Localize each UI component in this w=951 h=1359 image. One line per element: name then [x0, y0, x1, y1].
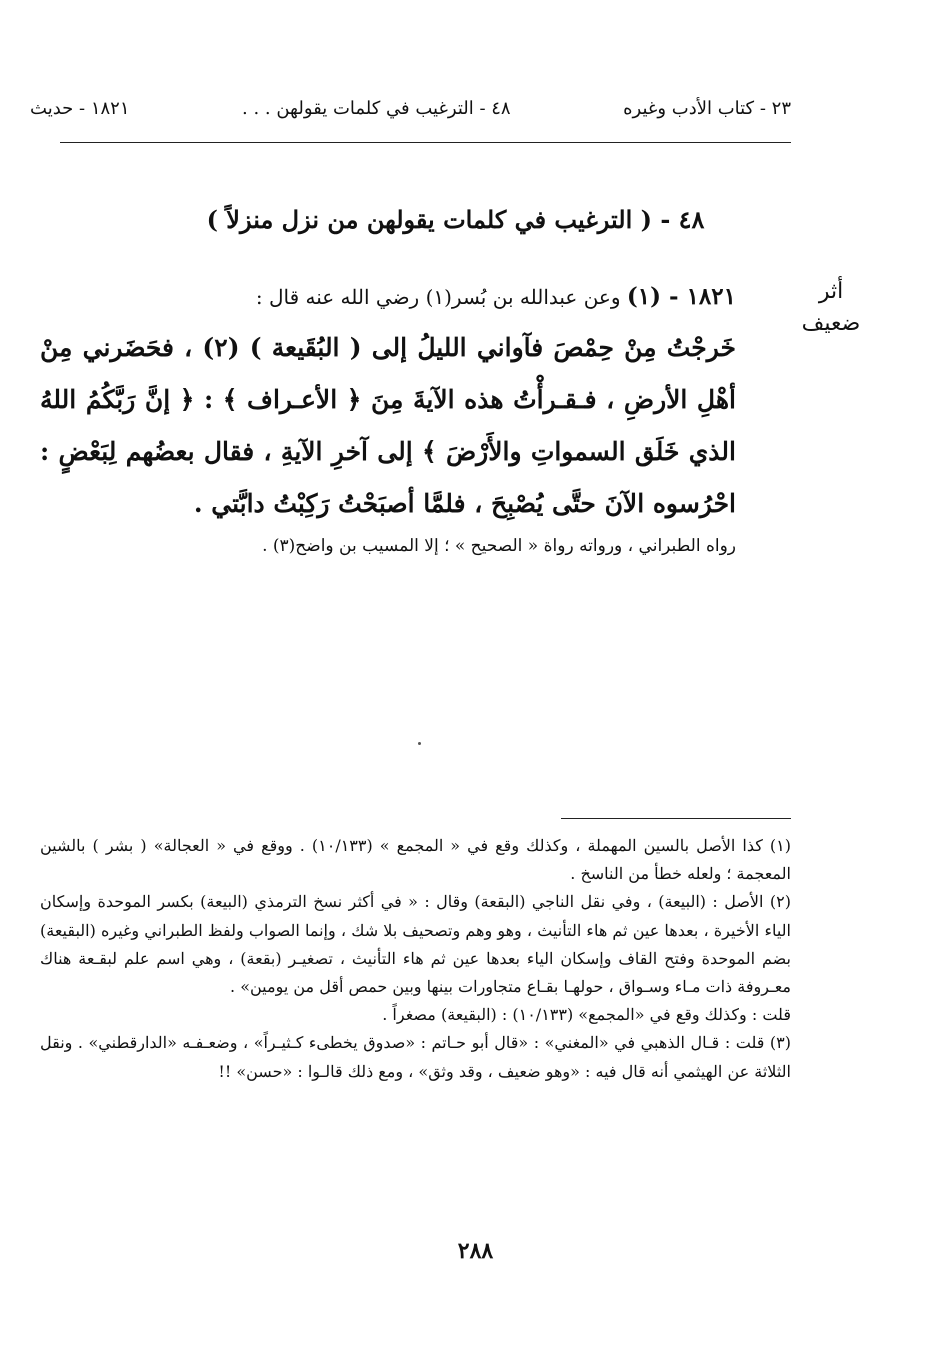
running-header [30, 93, 791, 123]
header-book-title: ٢٣ - كتاب الأدب وغيره [623, 97, 791, 119]
hadith-number: ١٨٢١ - (١) [626, 283, 736, 310]
hadith-source: رواه الطبراني ، ورواته رواة « الصحيح » ؛ إلا المسيب بن واضح(٣) . [262, 536, 736, 556]
header-chapter-title: ٤٨ - الترغيب في كلمات يقولهن . . . [242, 97, 511, 119]
footnote-2: (٢) الأصل : (البيعة) ، وفي نقل الناجي (البقعة) وقال : « في أكثر نسخ الترمذي (البيعة) بكسر الموحدة وإسكان الياء الأخيرة ، بعدها عين ثم هاء التأنيث ، وهو وهم وتصحيف بلا شك ، وإنما الصواب ولفظ الطبراني وغيره (البقيعة) بضم الموحدة وفتح القاف وإسكان الياء بعدها عين ثم هاء التأنيث ، تصغيـر (بقعة) ، وهي اسم علم لبقـعة هناك معـروفة ذات مـاء وسـواق ، حولهـا بقـاع متجاورات بينها وبين حمص أقل من يومين» . [40, 892, 791, 997]
stray-dot [418, 742, 421, 745]
hadith-intro [250, 283, 736, 310]
grade-line-1: أثر [818, 279, 844, 304]
footnote-1: (١) كذا الأصل بالسين المهملة ، وكذلك وقع في « المجمع » (١٠/١٣٣) . ووقع في « العجالة» ( بشر ) بالشين المعجمة ؛ ولعله خطأ من الناسخ . [40, 836, 792, 884]
footnotes [40, 832, 791, 1086]
footnote-3: (٣) قلت : قـال الذهبي في «المغني» : «قال أبو حـاتم : «صدوق يخطىء كـثيـراً» ، وضعـفـه «الدارقطني» . ونقل الثلاثة عن الهيثمي أنه قال فيه : «وهو ضعيف ، وقد وثق» ، ومع ذلك قالـوا : «حسن» !! [40, 1033, 791, 1081]
footnote-divider [561, 818, 791, 819]
grade-line-2: ضعيف [801, 311, 861, 336]
hadith-text [40, 322, 736, 530]
hadith-body-paragraph: خَرجْتُ مِنْ حِمْصَ فآواني الليلُ إلى ( البُقَيعة ) (٢) ، فحَضَرني مِنْ أهْلِ الأرضِ ، فـقـرأْتُ هذه الآيةَ مِنَ ﴿ الأعـراف ﴾ : ﴿ إنَّ رَبَّكُمُ اللهُ الذي خَلَق السمواتِ والأَرْضَ ﴾ إلى آخرِ الآيةِ ، فقال بعضُهم لِبَعْضٍ : احْرُسوه الآنَ حتَّى يُصْبِحَ ، فلمَّا أصبَحْتُ رَكِبْتُ دابَّتي . [40, 333, 736, 518]
chapter-title: ٤٨ - ( الترغيب في كلمات يقولهن من نزل منزلاً ) [206, 205, 705, 234]
footnote-2-comment: قلت : وكذلك وقع في «المجمع» (١٠/١٣٣) : (البقيعة) مصغراً . [382, 1005, 791, 1025]
hadith-grade [791, 276, 871, 340]
header-hadith-number: ١٨٢١ - حديث [30, 97, 130, 119]
page-number: ٢٨٨ [457, 1238, 494, 1264]
header-divider [60, 142, 791, 143]
hadith-narrator: وعن عبدالله بن بُسر(١) رضي الله عنه قال : [255, 285, 621, 309]
